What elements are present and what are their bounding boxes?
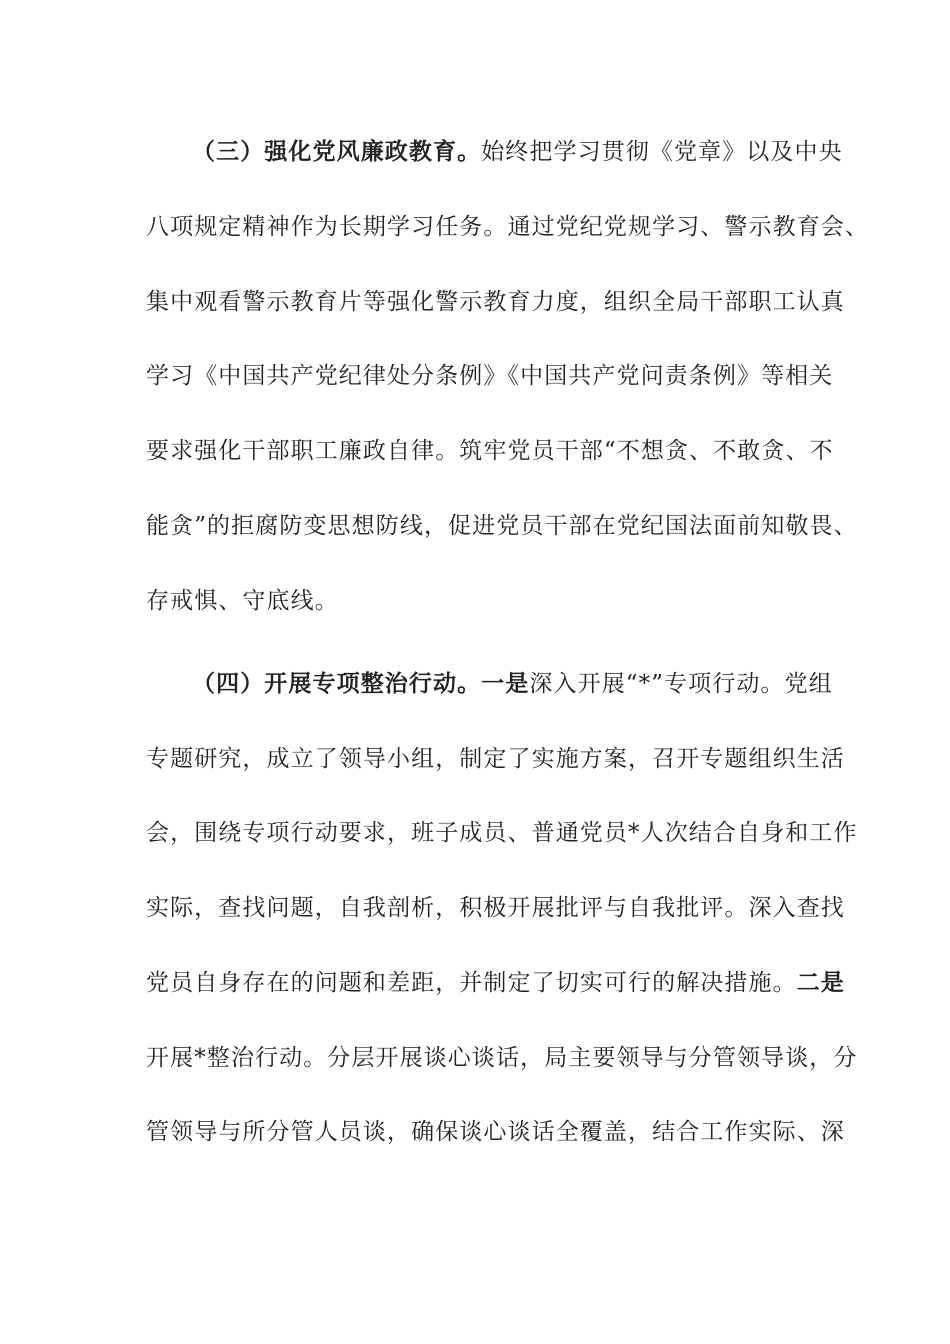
paragraph-4-line-1 xyxy=(192,664,833,704)
paragraph-4-line-1-text: 深入开展“*”专项行动。党组 xyxy=(529,671,833,697)
paragraph-4-line-5 xyxy=(146,963,845,1003)
paragraph-3-heading: （三）强化党风廉政教育。 xyxy=(192,138,482,165)
paragraph-3-line-1-text: 始终把学习贯彻《党章》以及中央 xyxy=(481,139,843,165)
paragraph-4-line-7: 管领导与所分管人员谈，确保谈心谈话全覆盖，结合工作实际、深 xyxy=(146,1119,845,1145)
paragraph-4-line-6: 开展*整治行动。分层开展谈心谈话，局主要领导与分管领导谈，分 xyxy=(146,1045,858,1071)
paragraph-4-heading: （四）开展专项整治行动。 xyxy=(192,670,482,697)
paragraph-4-line-4: 实际，查找问题，自我剖析，积极开展批评与自我批评。深入查找 xyxy=(146,895,845,921)
marker-er-shi: 二是 xyxy=(796,969,845,996)
paragraph-3-line-6: 能贪”的拒腐防变思想防线，促进党员干部在党纪国法面前知敬畏、 xyxy=(146,513,858,539)
paragraph-4-line-3: 会，围绕专项行动要求，班子成员、普通党员*人次结合自身和工作 xyxy=(146,820,858,846)
paragraph-3-line-7: 存戒惧、守底线。 xyxy=(146,588,339,614)
paragraph-3-line-5: 要求强化干部职工廉政自律。筑牢党员干部“不想贪、不敢贪、不 xyxy=(146,438,834,464)
paragraph-4-line-5-text: 党员自身存在的问题和差距，并制定了切实可行的解决措施。 xyxy=(146,970,797,996)
paragraph-3-line-1 xyxy=(192,132,843,172)
paragraph-3-line-2: 八项规定精神作为长期学习任务。通过党纪党规学习、警示教育会、 xyxy=(146,214,869,240)
paragraph-3-line-4: 学习《中国共产党纪律处分条例》《中国共产党问责条例》等相关 xyxy=(146,363,834,389)
paragraph-3-line-3: 集中观看警示教育片等强化警示教育力度，组织全局干部职工认真 xyxy=(146,289,845,315)
paragraph-4-line-2: 专题研究，成立了领导小组，制定了实施方案，召开专题组织生活 xyxy=(146,746,845,772)
marker-yi-shi: 一是 xyxy=(481,670,530,697)
